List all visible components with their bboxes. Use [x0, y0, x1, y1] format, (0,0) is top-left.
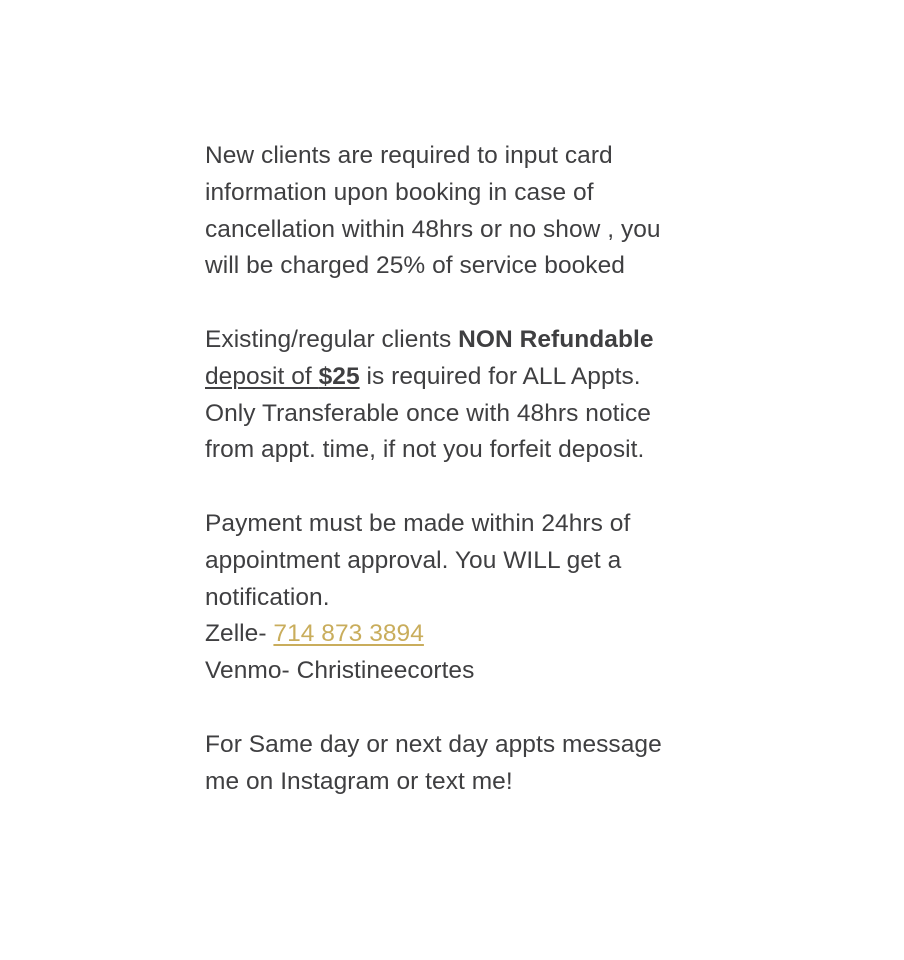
- booking-policy-text: [205, 138, 725, 800]
- new-clients-line-2: information upon booking in case of: [205, 178, 594, 206]
- existing-clients-line-1: [205, 322, 725, 359]
- same-day-line-1: For Same day or next day appts message: [205, 730, 662, 758]
- non-refundable-text: NON Refundable: [458, 325, 654, 353]
- existing-clients-line-3: Only Transferable once with 48hrs notice: [205, 399, 651, 427]
- payment-line-2: appointment approval. You WILL get a: [205, 546, 622, 574]
- existing-clients-line-4: from appt. time, if not you forfeit deposit.: [205, 436, 645, 464]
- payment-line-3: notification.: [205, 583, 330, 611]
- existing-clients-line-2: [205, 359, 725, 396]
- deposit-requirement: is required for ALL Appts.: [359, 362, 641, 390]
- zelle-line: [205, 616, 725, 653]
- new-clients-line-4: will be charged 25% of service booked: [205, 252, 625, 280]
- payment-paragraph: [205, 506, 725, 690]
- deposit-prefix: deposit of: [205, 362, 319, 390]
- existing-clients-paragraph: [205, 322, 725, 469]
- new-clients-line-1: New clients are required to input card: [205, 142, 613, 169]
- deposit-amount: $25: [318, 362, 360, 390]
- same-day-paragraph: [205, 727, 725, 801]
- new-clients-line-3: cancellation within 48hrs or no show , you: [205, 215, 661, 243]
- venmo-line: Venmo- Christineecortes: [205, 657, 475, 685]
- new-clients-paragraph: [205, 138, 725, 285]
- same-day-line-2: me on Instagram or text me!: [205, 767, 513, 795]
- zelle-phone-link[interactable]: 714 873 3894: [273, 620, 424, 648]
- deposit-underlined: [205, 363, 360, 390]
- existing-clients-intro: Existing/regular clients: [205, 325, 459, 353]
- zelle-label: Zelle-: [205, 620, 274, 648]
- payment-line-1: Payment must be made within 24hrs of: [205, 509, 631, 537]
